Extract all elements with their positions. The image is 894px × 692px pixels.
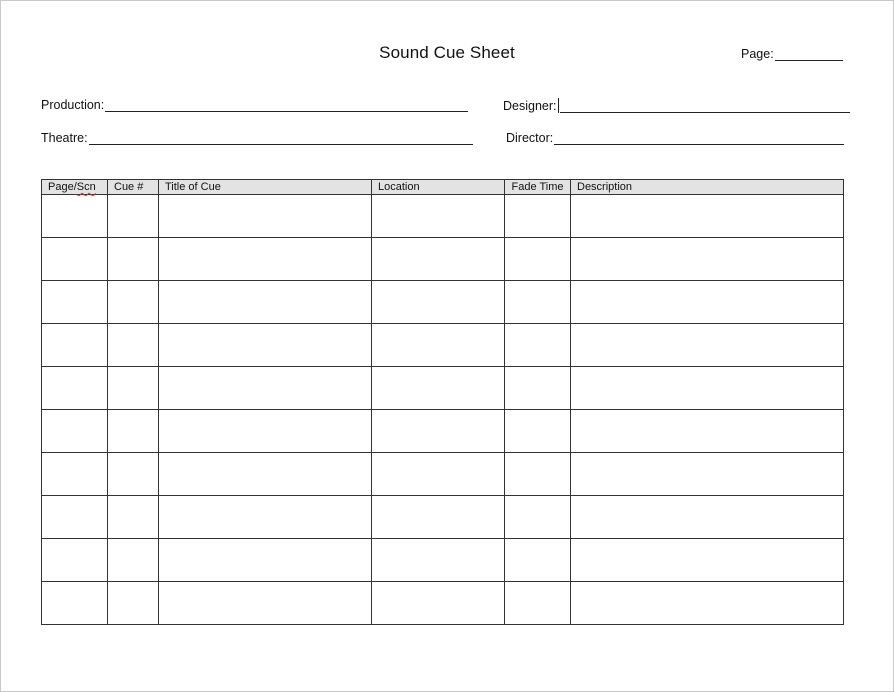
fade-time-cell[interactable] (505, 195, 571, 238)
column-header-title-of-cue: Title of Cue (159, 180, 372, 195)
cue-number-cell[interactable] (108, 281, 159, 324)
cue-table (41, 179, 844, 625)
page-title: Sound Cue Sheet (379, 43, 515, 62)
description-cell[interactable] (571, 410, 844, 453)
fade-time-cell[interactable] (505, 410, 571, 453)
cue-number-cell[interactable] (108, 367, 159, 410)
description-cell[interactable] (571, 324, 844, 367)
page-scn-cell[interactable] (42, 367, 108, 410)
page-scn-cell[interactable] (42, 324, 108, 367)
theatre-field[interactable] (41, 131, 473, 145)
table-header-row (42, 180, 844, 195)
table-row (42, 582, 844, 625)
fade-time-cell[interactable] (505, 367, 571, 410)
fade-time-cell[interactable] (505, 539, 571, 582)
title-of-cue-cell[interactable] (159, 496, 372, 539)
description-cell[interactable] (571, 238, 844, 281)
title-of-cue-cell[interactable] (159, 539, 372, 582)
fade-time-cell[interactable] (505, 453, 571, 496)
production-label: Production: (41, 98, 105, 112)
description-cell[interactable] (571, 453, 844, 496)
title-of-cue-cell[interactable] (159, 195, 372, 238)
table-row (42, 281, 844, 324)
production-field[interactable] (41, 98, 468, 112)
theatre-label: Theatre: (41, 131, 88, 145)
cue-number-cell[interactable] (108, 238, 159, 281)
page-scn-cell[interactable] (42, 496, 108, 539)
text-cursor (558, 98, 559, 113)
title-of-cue-cell[interactable] (159, 367, 372, 410)
production-line[interactable] (105, 99, 468, 112)
location-cell[interactable] (372, 238, 505, 281)
location-cell[interactable] (372, 195, 505, 238)
location-cell[interactable] (372, 410, 505, 453)
cue-number-cell[interactable] (108, 195, 159, 238)
page-number-label: Page: (741, 47, 774, 61)
fade-time-cell[interactable] (505, 281, 571, 324)
cue-number-cell[interactable] (108, 324, 159, 367)
column-header-page-scn (42, 180, 108, 195)
designer-field[interactable] (503, 98, 850, 113)
description-cell[interactable] (571, 195, 844, 238)
page-scn-cell[interactable] (42, 582, 108, 625)
description-cell[interactable] (571, 539, 844, 582)
title-of-cue-cell[interactable] (159, 324, 372, 367)
page-number-line[interactable] (775, 48, 843, 61)
title-of-cue-cell[interactable] (159, 281, 372, 324)
director-label: Director: (506, 131, 554, 145)
table-row (42, 496, 844, 539)
description-cell[interactable] (571, 496, 844, 539)
title-of-cue-cell[interactable] (159, 453, 372, 496)
location-cell[interactable] (372, 453, 505, 496)
cue-number-cell[interactable] (108, 496, 159, 539)
director-field[interactable] (506, 131, 844, 145)
location-cell[interactable] (372, 324, 505, 367)
designer-label: Designer: (503, 99, 557, 113)
page-scn-cell[interactable] (42, 539, 108, 582)
cue-number-cell[interactable] (108, 539, 159, 582)
theatre-line[interactable] (89, 132, 473, 145)
director-line[interactable] (554, 132, 844, 145)
table-row (42, 367, 844, 410)
location-cell[interactable] (372, 539, 505, 582)
column-header-fade-time: Fade Time (505, 180, 571, 195)
description-cell[interactable] (571, 367, 844, 410)
designer-line[interactable] (560, 100, 850, 113)
fade-time-cell[interactable] (505, 582, 571, 625)
table-row (42, 195, 844, 238)
cue-number-cell[interactable] (108, 582, 159, 625)
column-header-location: Location (372, 180, 505, 195)
table-row (42, 539, 844, 582)
location-cell[interactable] (372, 281, 505, 324)
location-cell[interactable] (372, 496, 505, 539)
page-scn-cell[interactable] (42, 410, 108, 453)
description-cell[interactable] (571, 281, 844, 324)
cue-number-cell[interactable] (108, 410, 159, 453)
table-row (42, 453, 844, 496)
column-header-description: Description (571, 180, 844, 195)
fade-time-cell[interactable] (505, 238, 571, 281)
page-scn-cell[interactable] (42, 238, 108, 281)
table-row (42, 410, 844, 453)
page-scn-header-text: Page/ (48, 181, 77, 193)
page-scn-header-squiggle: Scn (76, 181, 96, 193)
location-cell[interactable] (372, 367, 505, 410)
location-cell[interactable] (372, 582, 505, 625)
fade-time-cell[interactable] (505, 324, 571, 367)
description-cell[interactable] (571, 582, 844, 625)
page-scn-cell[interactable] (42, 195, 108, 238)
title-of-cue-cell[interactable] (159, 410, 372, 453)
column-header-cue-number: Cue # (108, 180, 159, 195)
title-of-cue-cell[interactable] (159, 238, 372, 281)
fade-time-cell[interactable] (505, 496, 571, 539)
title-of-cue-cell[interactable] (159, 582, 372, 625)
page-scn-cell[interactable] (42, 281, 108, 324)
table-row (42, 324, 844, 367)
table-row (42, 238, 844, 281)
page-scn-cell[interactable] (42, 453, 108, 496)
cue-number-cell[interactable] (108, 453, 159, 496)
page-number-field[interactable] (741, 47, 843, 61)
